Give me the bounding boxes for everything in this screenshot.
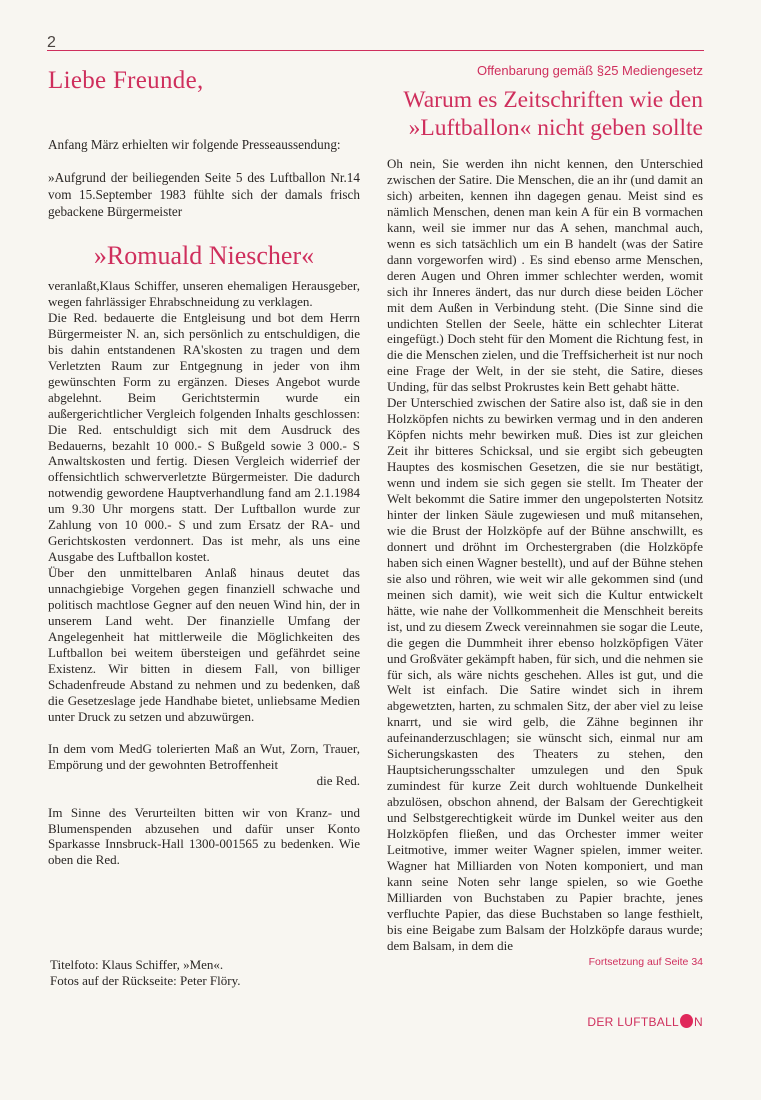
magazine-logo xyxy=(587,1014,703,1029)
logo-text-right: N xyxy=(694,1015,703,1029)
right-paragraph-1: Oh nein, Sie werden ihn nicht kennen, den Unterschied zwischen der Satire. Die Menschen, die an ihr (und damit an sich) arbeiten, kennen ihn dagegen genau. Meist sind es nämlich Menschen, denen man kein A für ein B vormachen kann, weil sie immer nur das A sehen, manchmal auch, wenn es sich tatsächlich um ein B handelt (was der Satire dann vorgeworfen wird) . Es sind ebenso arme Menschen, deren Augen und Ohren immer schlechter werden, womit sich ihr Inneres ändert, das nur durch diese beiden Löcher mit dem Außen in Verbindung steht. (Die Sinne sind die undichten Stellen der Seele, hätte ein schlechter Literat eingefügt.) Doch steht für den Moment die Richtung fest, in die die Menschen zielen, und die Treffsicherheit ist nur noch eine Frage der Welt, in der sie steht, die Satire, dieses Unding, für das selbst Prokrustes kein Bett gehabt hätte. xyxy=(387,156,703,395)
quote-text: »Aufgrund der beiliegenden Seite 5 des Luftballon Nr.14 vom 15.September 1983 fühlte sich der damals frisch gebackene Bürgermeister xyxy=(48,170,360,219)
intro-text: Anfang März erhielten wir folgende Presseaussendung: xyxy=(48,137,341,152)
left-paragraph-1: veranlaßt,Klaus Schiffer, unseren ehemaligen Herausgeber, wegen fahrlässiger Ehrabschneidung zu verklagen. xyxy=(48,278,360,309)
page-number: 2 xyxy=(47,34,56,51)
photo-credits xyxy=(50,957,370,989)
logo-text-left: DER LUFTBALL xyxy=(587,1015,680,1029)
back-photo-credit: Fotos auf der Rückseite: Peter Flöry. xyxy=(50,973,241,988)
header-rule xyxy=(47,50,704,51)
article-body xyxy=(387,156,703,954)
left-paragraph-3: Über den unmittelbaren Anlaß hinaus deutet das unnachgiebige Vorgehen gegen finanziell schwache und politisch machtlose Gegner auf den neuen Wind hin, der in unserem Land weht. Der finanzielle Umfang der Angelegenheit hat mittlerweile die Möglichkeiten des Luftballon bei weitem übersteigen und gefährdet seine Existenz. Wir bitten in diesem Fall, von billiger Schadenfreude Abstand zu nehmen und zu bedenken, daß die Gesetzeslage jede Handhabe bietet, unliebsame Medien unter Druck zu setzen und abzuwürgen. xyxy=(48,565,360,724)
left-paragraph-5: Im Sinne des Verurteilten bitten wir von Kranz- und Blumenspenden abzusehen und dafür unser Konto Sparkasse Innsbruck-Hall 1300-001565 zu bedenken. Wie oben die Red. xyxy=(48,804,360,868)
continued-note: Fortsetzung auf Seite 34 xyxy=(588,955,703,968)
mayor-name-heading: »Romuald Niescher« xyxy=(93,241,315,270)
left-column xyxy=(48,62,360,868)
balloon-icon xyxy=(680,1014,693,1028)
right-column xyxy=(387,62,703,968)
left-paragraph-4: In dem vom MedG tolerierten Maß an Wut, Zorn, Trauer, Empörung und der gewohnten Betroffenheit xyxy=(48,740,360,772)
right-paragraph-2: Der Unterschied zwischen der Satire also ist, daß sie in den Holzköpfen nichts zu bewirken vermag und in den anderen Köpfen nichts mehr bewirken muß. Dies ist zur gleichen Zeit ihr bitteres Schicksal, und sie ergibt sich gebeugten Hauptes des kosmischen Gesetzen, die sie nur bestätigt, wenn und indem sie sich gegen sie stellt. Im Theater der Welt bekommt die Satire immer den ungepolsterten Notsitz hinter der linken Säule zugewiesen und muß mitansehen, wie die Brust der Holzköpfe auf der Bühne anschwillt, es donnert und dröhnt im Orchestergraben (die Holzköpfe haben sich einen Wagner bestellt), und auf der Bühne stehen sie also und röhren, wie weit wir alle gekommen sind (und meinen sich damit), wie weit sich die Kultur entwickelt hätte, wie nahe der Vollkommenheit die Menschheit bereits ist, und zu diesem Zweck vereinnahmen sie sogar die Leute, die gegen die Dummheit ihrer ebenso holzköpfigen Väter und Großväter gekämpft haben, für sich, und die nehmen sie für sich, als wäre nichts geschehen. Alles ist gut, und die Welt ist einfach. Die Satire windet sich in ihrem abgewetzten, harten, zu schmalen Sitz, der aber viel zu leise knarrt, und sie wird gelb, die Zähne beginnen ihr aufeinanderzuschlagen; sie wünscht sich, einmal nur am Sicherungskasten des Theaters zu stehen, den Hauptsicherungsschalter umzulegen und den Spuk zumindest für kurze Zeit durch wohltuende Dunkelheit abzulösen, obschon ahnend, der Balsam der Gerechtigkeit und Selbstgerechtigkeit würde im Dunkel weiter aus den Holzköpfen fließen, und das Orchester immer weiter Leitmotive, immer weiter Wagner spielen, immer weiter. Wagner hat Milliarden von Noten komponiert, und man kann seine Noten sehr lange spielen, so wie Goethe Milliarden von Buchstaben zu Papier brachte, jenes verfluchte Papier, das diese Buchstaben so lange festhielt, bis eine Beigabe zum Balsam der Holzköpfe daraus wurde; dem Balsam, in dem die xyxy=(387,395,703,953)
article-kicker: Offenbarung gemäß §25 Mediengesetz xyxy=(477,63,703,78)
left-paragraph-2: Die Red. bedauerte die Entgleisung und bot dem Herrn Bürgermeister N. an, sich persönlich zu entschuldigen, die bis dahin entstandenen RA'skosten zu tragen und dem Verletzten Raum zur Entgegnung in jeder von ihm gewünschten Form zu ergänzen. Dieses Angebot wurde abgelehnt. Beim Gerichtstermin wurde ein außergerichtlicher Vergleich folgenden Inhalts geschlossen: Die Red. entschuldigt sich mit dem Ausdruck des Bedauerns, bezahlt 10 000.- S Bußgeld sowie 3 000.- S Anwaltskosten und fertig. Diesen Vergleich widerrief der offensichtlich schwerverletzte Bürgermeister. Die dadurch notwendig gewordene Hauptverhandlung fand am 2.1.1984 um 9.30 Uhr morgens statt. Der Luftballon wurde zur Zahlung von 10 000.- S und zum Ersatz der RA- und Gerichtskosten verdonnert. Das ist mehr, als uns eine Ausgabe des Luftballon kostet. xyxy=(48,309,360,565)
greeting-heading: Liebe Freunde, xyxy=(48,67,204,94)
article-headline: Warum es Zeitschriften wie den »Luftballon« nicht geben sollte xyxy=(403,87,703,141)
signature: die Red. xyxy=(316,772,360,788)
cover-photo-credit: Titelfoto: Klaus Schiffer, »Men«. xyxy=(50,957,224,972)
left-body xyxy=(48,278,360,868)
